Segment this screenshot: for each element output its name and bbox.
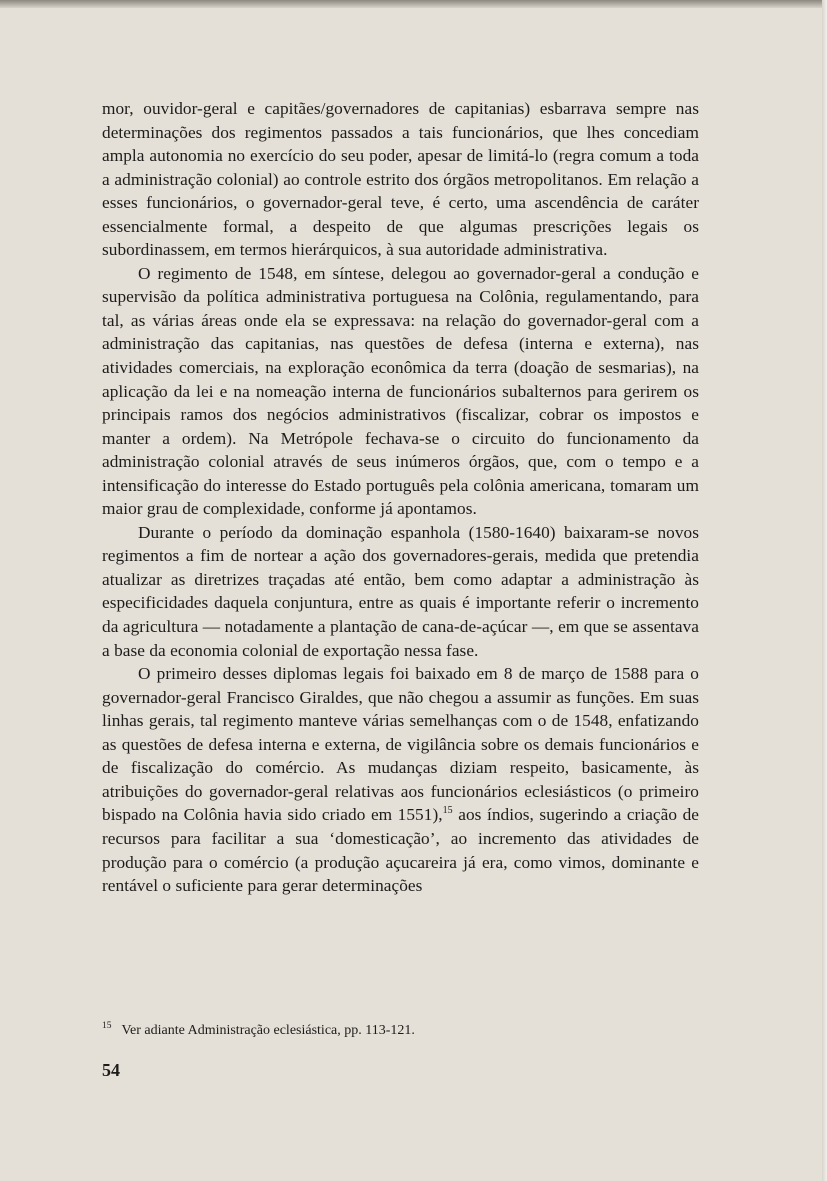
footnote-reference[interactable]: 15 <box>442 805 453 817</box>
paragraph-3: Durante o período da dominação espanhola (1580-1640) baixaram-se novos regimentos a fim de nortear a ação dos governadores-gerais, medida que pretendia atualizar as diretrizes traçadas até então, bem como adaptar a administração às especificidades daquela conjuntura, entre as quais é importante referir o incremento da agricultura — notadamente a plantação de cana-de-açúcar —, em que se assentava a base da economia colonial de exportação nessa fase. <box>102 522 699 660</box>
page-body <box>102 97 699 898</box>
paragraph-4 <box>102 662 699 897</box>
footnote-text: Ver adiante Administração eclesiástica, pp. 113-121. <box>121 1023 415 1038</box>
paragraph-2: O regimento de 1548, em síntese, delegou ao governador-geral a condução e supervisão da política administrativa portuguesa na Colônia, regulamentando, para tal, as várias áreas onde ela se expressava: na relação do governador-geral com a administração das capitanias, nas questões de defesa (interna e externa), nas atividades comerciais, na exploração econômica da terra (doação de sesmarias), na aplicação da lei e na nomeação interna de funcionários subalternos para gerirem os principais ramos dos negócios administrativos (fiscalizar, cobrar os impostos e manter a ordem). Na Metrópole fechava-se o circuito do funcionamento da administração colonial através de seus inúmeros órgãos, que, com o tempo e a intensificação do interesse do Estado português pela colônia americana, tomaram um maior grau de complexidade, conforme já apontamos. <box>102 263 699 519</box>
paragraph-4-text-b: aos índios, sugerindo a criação de recursos para facilitar a sua ‘domesticação’, ao incremento das atividades de produção para o comércio (a produção açucareira já era, como vimos, dominante e rentável o suficiente para gerar determinações <box>102 805 699 896</box>
paragraph-4-text-a: O primeiro desses diplomas legais foi baixado em 8 de março de 1588 para o governador-geral Francisco Giraldes, que não chegou a assumir as funções. Em suas linhas gerais, tal regimento manteve várias semelhanças com o de 1548, enfatizando as questões de defesa interna e externa, de vigilância sobre os demais funcionários e de fiscalização do comércio. As mudanças diziam respeito, basicamente, às atribuições do governador-geral relativas aos funcionários eclesiásticos (o primeiro bispado na Colônia havia sido criado em 1551), <box>102 664 699 825</box>
scan-top-shadow <box>0 0 827 8</box>
scan-right-edge <box>822 0 827 1181</box>
paragraph-1: mor, ouvidor-geral e capitães/governadores de capitanias) esbarrava sempre nas determinações dos regimentos passados a tais funcionários, que lhes concediam ampla autonomia no exercício do seu poder, apesar de limitá-lo (regra comum a toda a administração colonial) ao controle estrito dos órgãos metropolitanos. Em relação a esses funcionários, o governador-geral teve, é certo, uma ascendência de caráter essencialmente formal, a despeito de que algumas prescrições legais os subordinassem, em termos hierárquicos, à sua autoridade administrativa. <box>102 99 699 260</box>
footnote <box>102 1022 699 1040</box>
page-number: 54 <box>102 1060 120 1080</box>
footnote-number: 15 <box>102 1021 112 1032</box>
